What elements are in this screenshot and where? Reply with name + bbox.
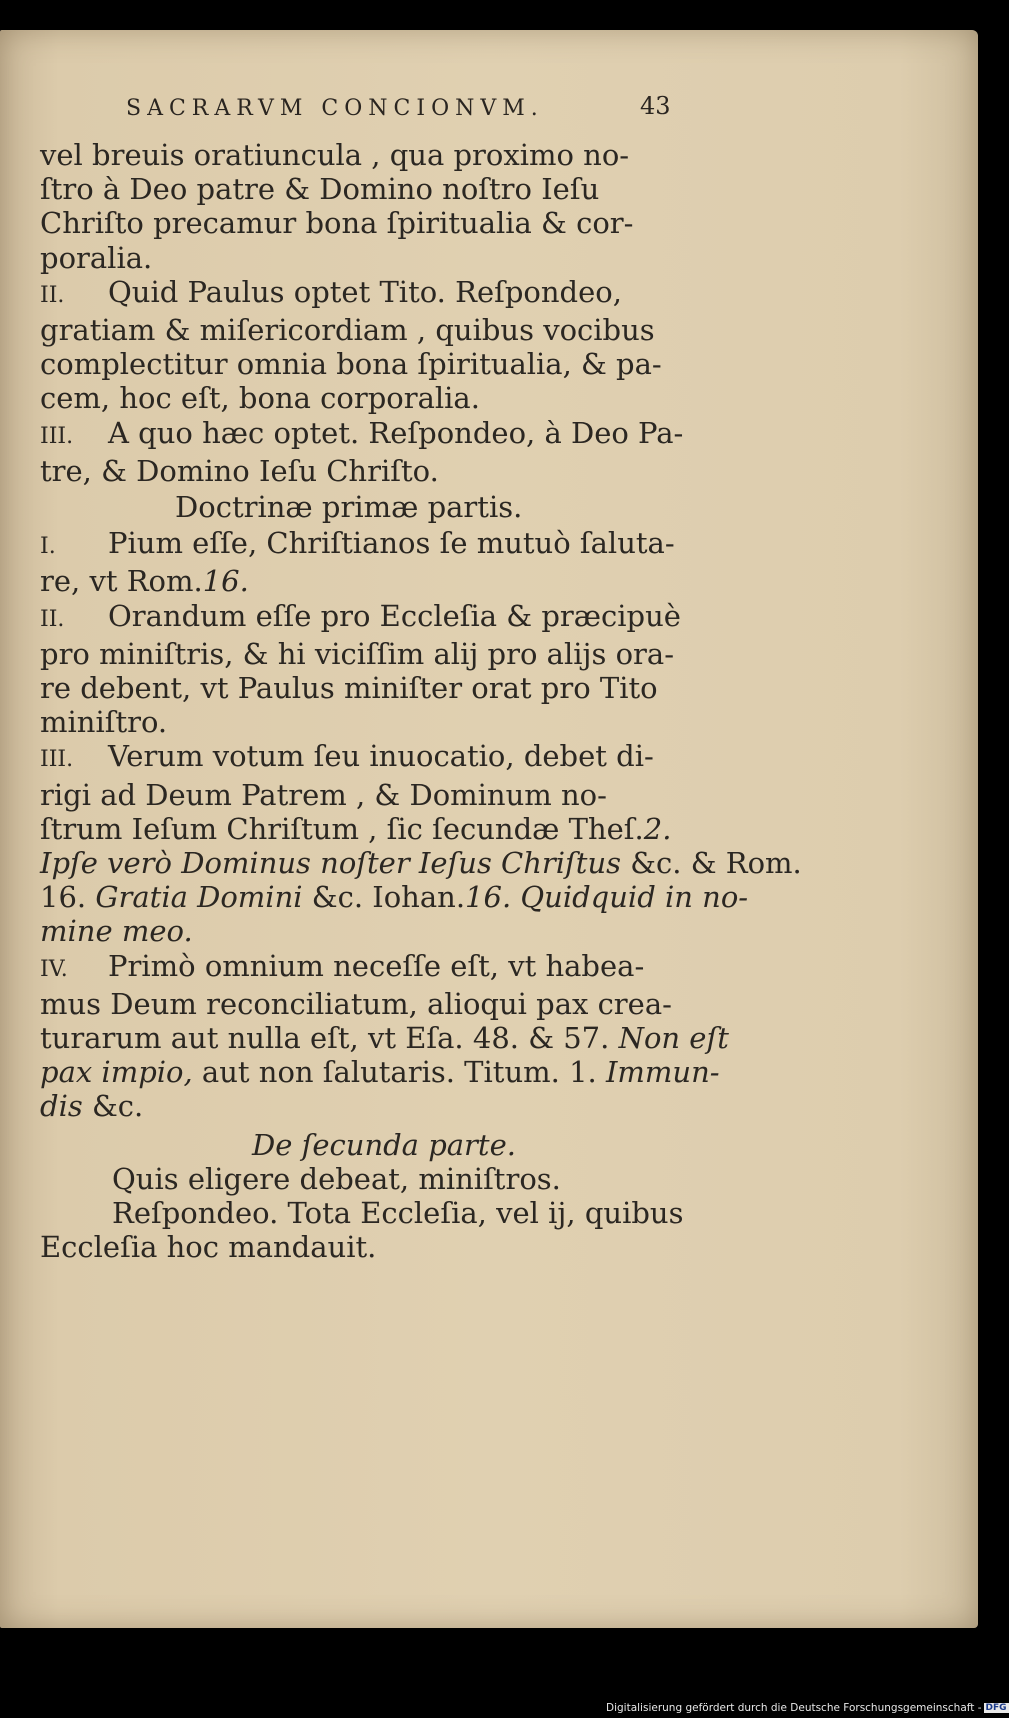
text-line: III. A quo hæc optet. Reſpondeo, à Deo Pa- bbox=[40, 416, 720, 454]
text-line: Quis eligere debeat, miniſtros. bbox=[112, 1161, 561, 1196]
text-line: re debent, vt Paulus miniſter orat pro Tito bbox=[40, 671, 658, 706]
item-number: I. bbox=[40, 534, 56, 560]
text-line: turarum aut nulla eſt, vt Eſa. 48. & 57. Non eſt bbox=[40, 1021, 729, 1056]
text-line: Chriſto precamur bona ſpiritualia & cor- bbox=[40, 206, 634, 241]
item-number: III. bbox=[40, 423, 74, 449]
text-line: Reſpondeo. Tota Eccleſia, vel ij, quibus bbox=[112, 1196, 684, 1231]
text-line: II. Orandum eſſe pro Eccleſia & præcipuè bbox=[40, 599, 720, 637]
text-line: miniſtro. bbox=[40, 705, 168, 740]
text-line: II. Quid Paulus optet Tito. Reſpondeo, bbox=[40, 275, 720, 313]
text-line: tre, & Domino Ieſu Chriſto. bbox=[40, 453, 439, 488]
text-line: pro miniſtris, & hi viciſſim alij pro alijs ora- bbox=[40, 636, 675, 671]
item-number: II. bbox=[40, 606, 65, 632]
running-head: SACRARVM CONCIONVM. bbox=[126, 96, 544, 121]
digitization-credit bbox=[606, 1702, 1009, 1714]
text-line: IV. Primò omnium neceſſe eſt, vt habea- bbox=[40, 949, 720, 987]
text-line: gratiam & miſericordiam , quibus vocibus bbox=[40, 313, 655, 348]
text-line: pax impio, aut non ſalutaris. Titum. 1. Immun- bbox=[40, 1055, 720, 1090]
text-line: mine meo. bbox=[40, 914, 193, 949]
text-line: rigi ad Deum Patrem , & Dominum no- bbox=[40, 777, 607, 812]
item-number: IV. bbox=[40, 956, 68, 982]
text-line: vel breuis oratiuncula , qua proximo no- bbox=[40, 138, 630, 172]
text-line: 16. Gratia Domini &c. Iohan.16. Quidquid in no- bbox=[40, 880, 749, 915]
item-number: II. bbox=[40, 282, 65, 308]
book-page bbox=[0, 30, 978, 1628]
dfg-logo-icon: DFG bbox=[985, 1703, 1007, 1713]
text-line: III. Verum votum ſeu inuocatio, debet di- bbox=[40, 739, 720, 777]
section-heading: De ſecunda parte. bbox=[252, 1127, 516, 1162]
text-line: mus Deum reconciliatum, alioqui pax crea- bbox=[40, 986, 672, 1021]
text-line: ſtrum Ieſum Chriſtum , ſic ſecundæ Theſ.2. bbox=[40, 811, 672, 846]
text-line: Eccleſia hoc mandauit. bbox=[40, 1230, 377, 1265]
text-line: complectitur omnia bona ſpiritualia, & pa- bbox=[40, 347, 662, 382]
text-line: I. Pium eſſe, Chriſtianos ſe mutuò ſaluta- bbox=[40, 526, 720, 564]
text-line: dis &c. bbox=[40, 1089, 144, 1124]
section-heading: Doctrinæ primæ partis. bbox=[175, 490, 523, 525]
item-number: III. bbox=[40, 747, 74, 773]
text-line: cem, hoc eſt, bona corporalia. bbox=[40, 381, 480, 416]
text-line: Ipſe verò Dominus noſter Ieſus Chriſtus &c. & Rom. bbox=[40, 846, 802, 881]
text-line: re, vt Rom.16. bbox=[40, 564, 249, 599]
page-number: 43 bbox=[640, 92, 671, 120]
credit-text: Digitalisierung gefördert durch die Deutsche Forschungsgemeinschaft - bbox=[606, 1702, 982, 1714]
text-line: poralia. bbox=[40, 240, 153, 275]
text-line: ſtro à Deo patre & Domino noſtro Ieſu bbox=[40, 172, 600, 207]
page-body bbox=[40, 138, 802, 1265]
